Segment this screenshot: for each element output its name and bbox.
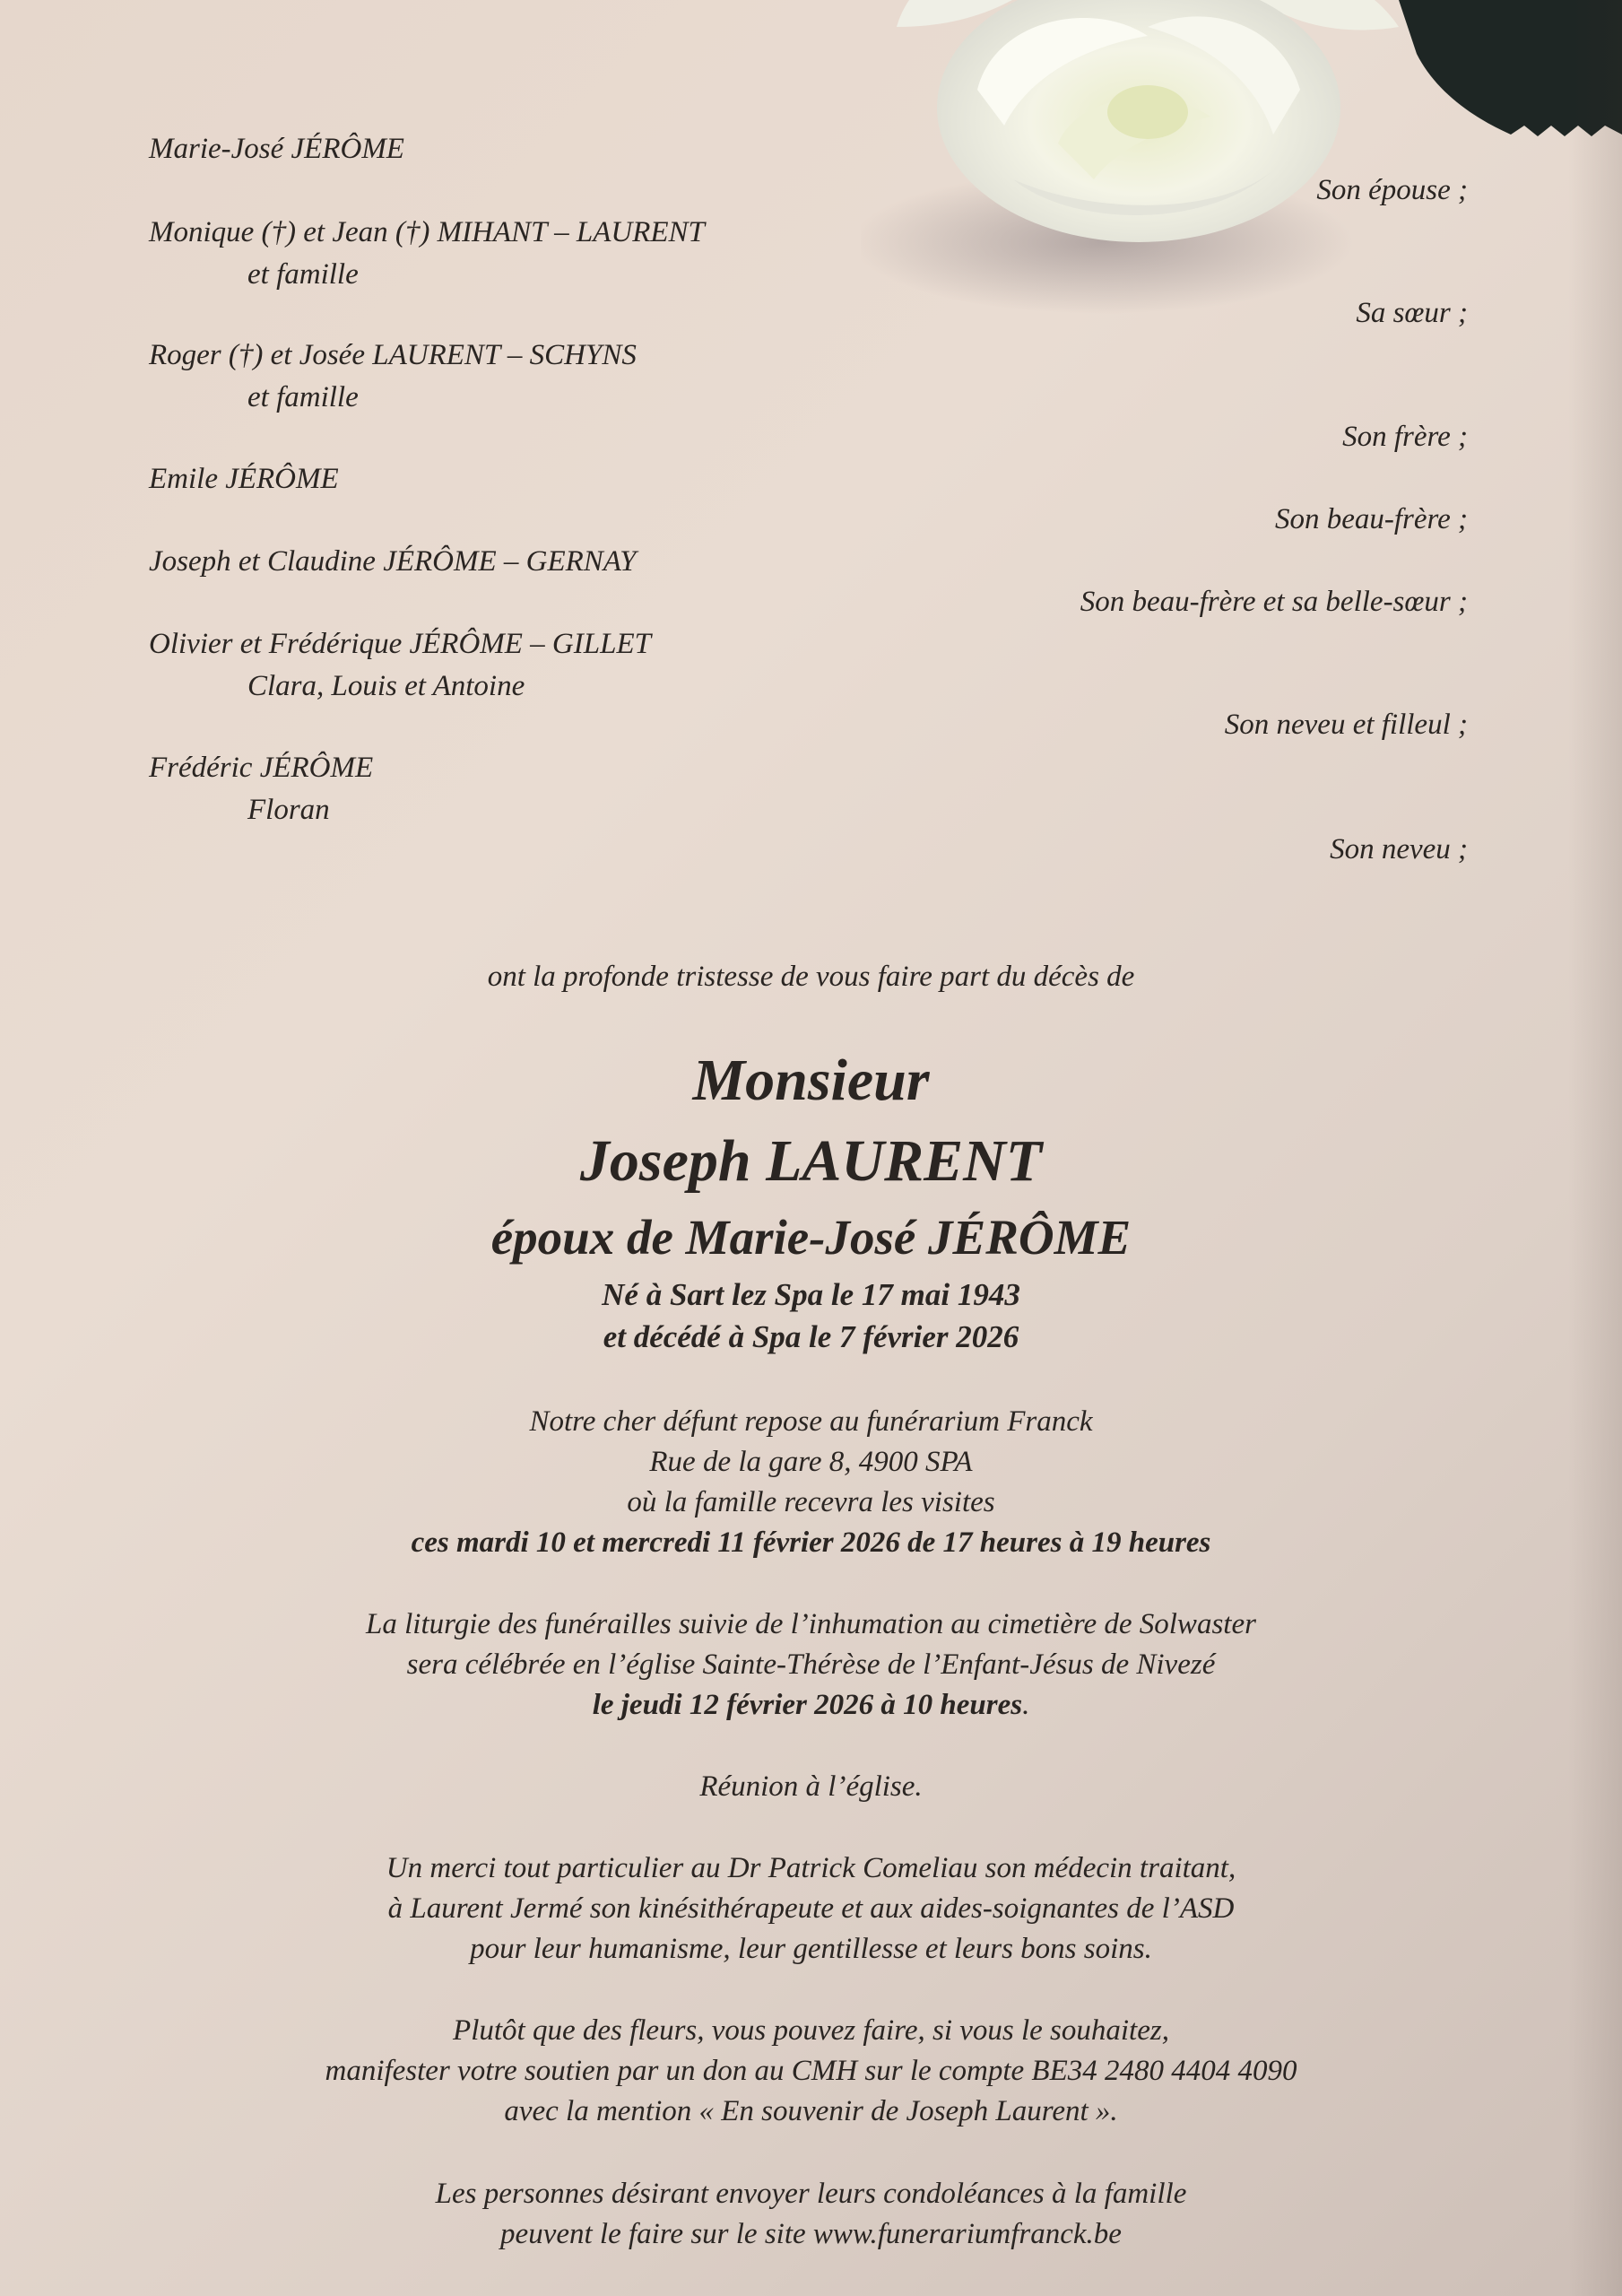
deceased-spouse: époux de Marie-José JÉRÔME [490, 1210, 1132, 1265]
funeral-line-2: sera célébrée en l’église Sainte-Thérèse de l’Enfant-Jésus de Nivezé [406, 1648, 1216, 1681]
visitation-line-1: Notre cher défunt repose au funérarium Franck [529, 1405, 1093, 1438]
thanks-line-3: pour leur humanisme, leur gentillesse et leurs bons soins. [470, 1933, 1152, 1965]
visitation-line-3: où la famille recevra les visites [627, 1486, 995, 1518]
funeral-date: le jeudi 12 février 2026 à 10 heures [592, 1689, 1023, 1721]
white-rose-image [861, 0, 1417, 323]
visitation-times: ces mardi 10 et mercredi 11 février 2026 de 17 heures à 19 heures [411, 1526, 1211, 1559]
family-relation-1: Son épouse ; [1316, 174, 1468, 206]
donation-line-1: Plutôt que des fleurs, vous pouvez faire, si vous le souhaitez, [453, 2014, 1169, 2047]
family-relation-3: Son frère ; [1342, 421, 1468, 453]
family-name-6: Olivier et Frédérique JÉRÔME – GILLET [149, 628, 651, 660]
thanks-line-1: Un merci tout particulier au Dr Patrick Comeliau son médecin traitant, [386, 1852, 1236, 1884]
funeral-date-period: . [1022, 1689, 1030, 1721]
family-relation-7: Son neveu ; [1330, 833, 1468, 865]
family-name-4: Emile JÉRÔME [149, 463, 339, 495]
visitation-line-2: Rue de la gare 8, 4900 SPA [649, 1446, 973, 1478]
donation-line-2: manifester votre soutien par un don au CMH sur le compte BE34 2480 4404 4090 [325, 2055, 1297, 2087]
thanks-line-2: à Laurent Jermé son kinésithérapeute et aux aides-soignantes de l’ASD [387, 1892, 1235, 1925]
family-relation-2: Sa sœur ; [1356, 297, 1468, 329]
announcement-intro: ont la profonde tristesse de vous faire part du décès de [487, 961, 1135, 993]
deceased-title: Monsieur [692, 1048, 930, 1113]
family-relation-4: Son beau-frère ; [1274, 503, 1468, 535]
deceased-name: Joseph LAURENT [579, 1128, 1043, 1194]
family-sub-6: Clara, Louis et Antoine [247, 670, 525, 702]
family-name-2: Monique (†) et Jean (†) MIHANT – LAURENT [149, 216, 705, 248]
family-relation-6: Son neveu et filleul ; [1224, 709, 1468, 741]
family-name-1: Marie-José JÉRÔME [149, 133, 404, 165]
death-line: et décédé à Spa le 7 février 2026 [603, 1319, 1019, 1354]
family-sub-3: et famille [247, 381, 359, 413]
condolences-line-1: Les personnes désirant envoyer leurs condoléances à la famille [435, 2178, 1187, 2210]
donation-line-3: avec la mention « En souvenir de Joseph Laurent ». [504, 2095, 1118, 2127]
meeting-line: Réunion à l’église. [699, 1770, 923, 1803]
condolences-line-2: peuvent le faire sur le site www.funerariumfranck.be [500, 2218, 1122, 2250]
family-name-7: Frédéric JÉRÔME [149, 752, 374, 784]
family-name-5: Joseph et Claudine JÉRÔME – GERNAY [149, 545, 637, 578]
family-relation-5: Son beau-frère et sa belle-sœur ; [1080, 586, 1468, 618]
birth-line: Né à Sart lez Spa le 17 mai 1943 [602, 1277, 1020, 1312]
funeral-date-line [0, 1691, 1622, 1720]
family-sub-7: Floran [247, 794, 330, 826]
funeral-line-1: La liturgie des funérailles suivie de l’inhumation au cimetière de Solwaster [366, 1608, 1256, 1640]
family-sub-2: et famille [247, 258, 359, 291]
family-name-3: Roger (†) et Josée LAURENT – SCHYNS [149, 339, 637, 371]
